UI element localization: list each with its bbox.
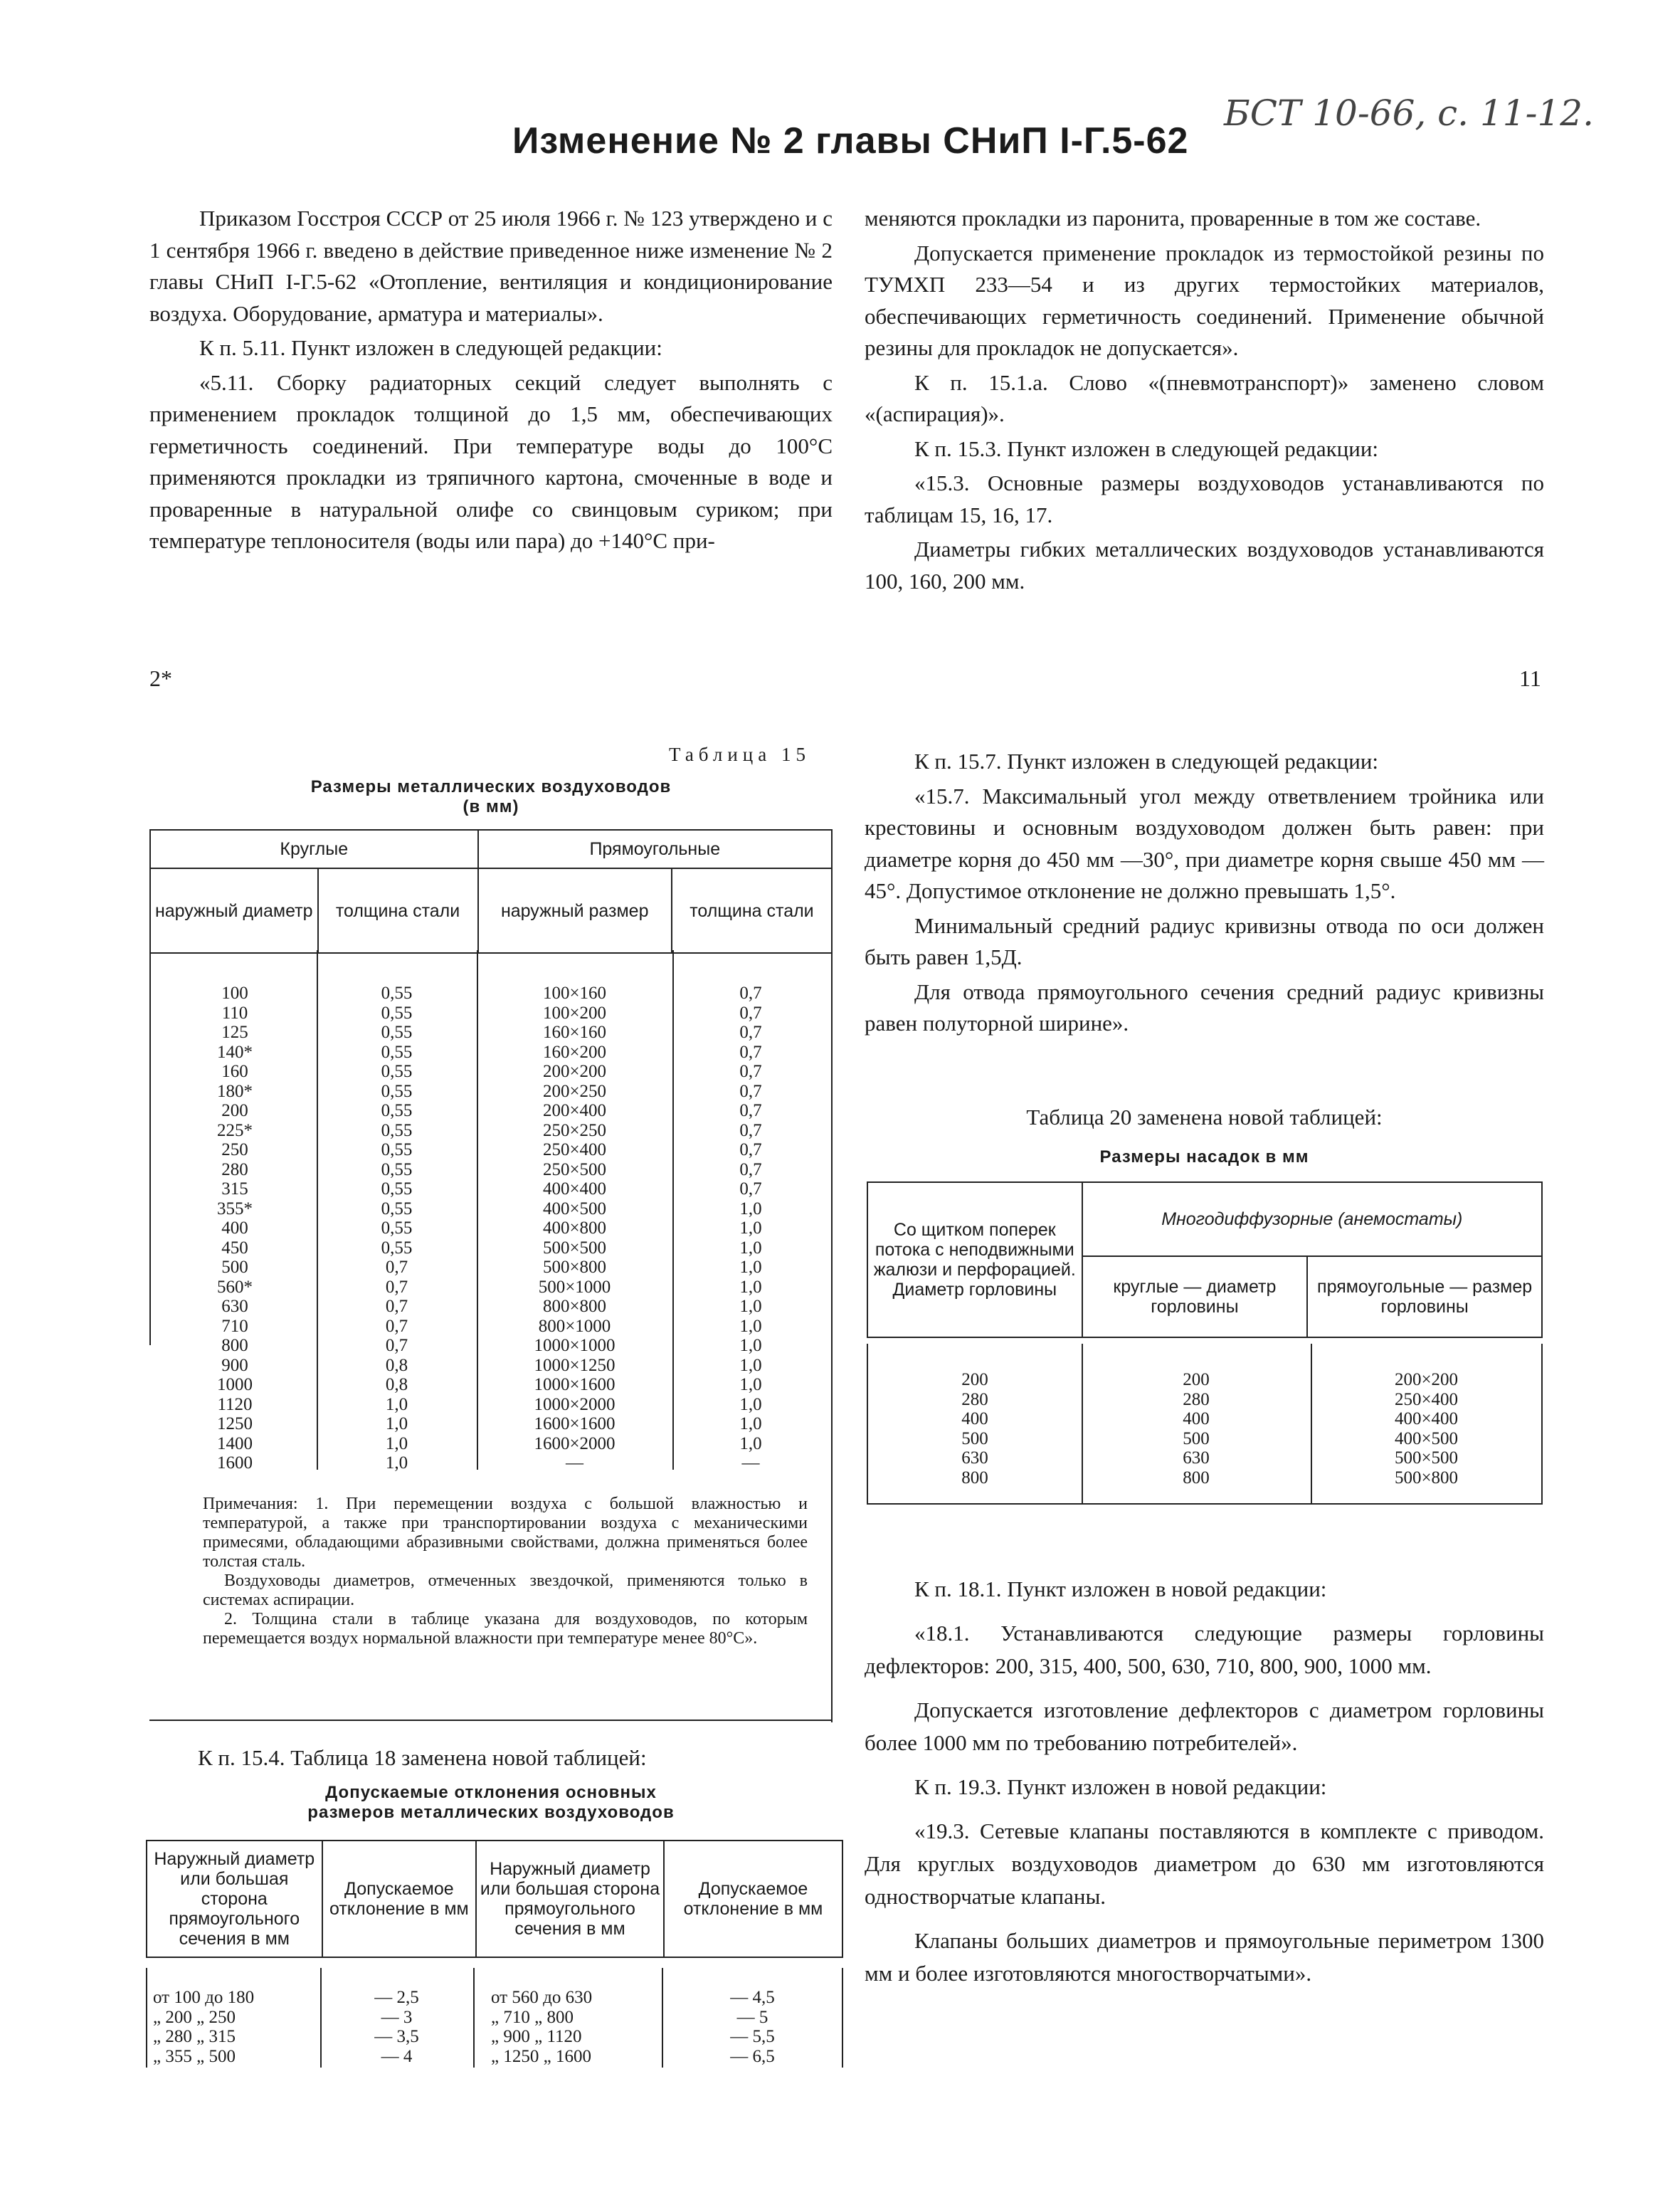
- table-cell: „ 710 „ 800: [491, 2007, 574, 2027]
- table18-col-size-left: Наружный диаметр или большая сторона прямоугольного сечения в мм: [147, 1841, 322, 1957]
- table-cell: 1,0: [739, 1336, 762, 1355]
- table-cell: 500: [1183, 1428, 1210, 1448]
- paragraph: К п. 18.1. Пункт изложен в новой редакции:: [914, 1576, 1327, 1601]
- table20-divider: [1311, 1344, 1312, 1504]
- table-cell: 200×200: [1394, 1370, 1459, 1389]
- table-cell: 1,0: [385, 1433, 408, 1453]
- paragraph: «15.3. Основные размеры воздуховодов устанавливаются по таблицам 15, 16, 17.: [865, 470, 1544, 527]
- table15-col-diameter: наружный диаметр: [150, 868, 318, 953]
- table-cell: 400×400: [542, 1179, 607, 1199]
- table-cell: 1,0: [739, 1218, 762, 1238]
- table-cell: 0,55: [381, 1023, 413, 1042]
- table-cell: 1,0: [739, 1394, 762, 1414]
- table-cell: 0,7: [739, 1179, 762, 1199]
- note: Примечания: 1. При перемещении воздуха с большой влажностью и температурой, а также при транспортировании воздуха с механическими примесями, обладающими абразивными свойствами, должна применяться более толстая сталь.: [203, 1495, 808, 1571]
- table-cell: 400: [221, 1218, 248, 1238]
- table-cell: 1,0: [739, 1316, 762, 1336]
- table20-col-rect: прямоугольные — размер горловины: [1307, 1256, 1542, 1337]
- table20-title: Размеры насадок в мм: [1099, 1147, 1309, 1167]
- table-cell: 0,7: [739, 984, 762, 1003]
- table-cell: 1250: [217, 1414, 253, 1433]
- table-cell: 0,55: [381, 1101, 413, 1120]
- table-cell: 0,8: [385, 1375, 408, 1394]
- table-cell: 900: [221, 1355, 248, 1375]
- handwritten-note: БСТ 10-66, с. 11-12.: [1224, 93, 1594, 134]
- table-cell: от 100 до 180: [153, 1988, 255, 2007]
- table-cell: —: [566, 1453, 583, 1473]
- table20-group-anemostat: Многодиффузорные (анемостаты): [1082, 1182, 1542, 1256]
- table20-col-round: круглые — диаметр горловины: [1082, 1256, 1308, 1337]
- table-cell: — 5: [736, 2007, 768, 2027]
- paragraph: К п. 15.3. Пункт изложен в следующей редакции:: [914, 436, 1379, 461]
- table-cell: 630: [1183, 1448, 1210, 1468]
- table-cell: 0,55: [381, 1218, 413, 1238]
- table-cell: 180*: [217, 1081, 253, 1101]
- table15-divider: [317, 950, 318, 1470]
- table-cell: 1600×1600: [534, 1414, 616, 1433]
- table-cell: 0,7: [739, 1140, 762, 1159]
- table-cell: 500×500: [1394, 1448, 1459, 1468]
- table-cell: 800: [221, 1336, 248, 1355]
- table15-col-rect-size: наружный размер: [478, 868, 672, 953]
- table20-col-fixed: Со щитком поперек потока с неподвижными жалюзи и перфорацией. Диаметр горловины: [867, 1182, 1082, 1337]
- table-cell: 0,7: [739, 1042, 762, 1062]
- table-cell: 200: [961, 1370, 988, 1389]
- table20-border-right: [1541, 1344, 1543, 1504]
- paragraph: К п. 19.3. Пункт изложен в новой редакции:: [914, 1774, 1327, 1799]
- table-cell: — 4,5: [730, 1988, 775, 2007]
- table-cell: 500: [221, 1258, 248, 1277]
- note: Воздуховоды диаметров, отмеченных звездочкой, применяются только в системах аспирации.: [203, 1571, 808, 1609]
- table-cell: от 560 до 630: [491, 1988, 593, 2007]
- table-cell: 200×200: [542, 1062, 607, 1081]
- table-cell: 630: [961, 1448, 988, 1468]
- table20-round-values: [1085, 1370, 1307, 1488]
- paragraph: Диаметры гибких металлических воздуховодов устанавливаются 100, 160, 200 мм.: [865, 537, 1544, 594]
- table-cell: 1,0: [739, 1355, 762, 1375]
- table-cell: 800×1000: [538, 1316, 611, 1336]
- paragraph: Для отвода прямоугольного сечения средний радиус кривизны равен полуторной ширине».: [865, 979, 1544, 1036]
- table-cell: 0,7: [739, 1101, 762, 1120]
- table-cell: 400×400: [1394, 1409, 1459, 1428]
- table18-tol-right: [665, 1988, 840, 2066]
- paragraph: меняются прокладки из паронита, проваренные в том же составе.: [865, 206, 1481, 231]
- table-cell: „ 355 „ 500: [153, 2046, 236, 2066]
- table15-divider: [477, 950, 478, 1470]
- table-cell: — 3,5: [374, 2027, 419, 2046]
- note: 2. Толщина стали в таблице указана для воздуховодов, по которым перемещается воздух нормальной влажности при температуре менее 80°C».: [203, 1610, 808, 1648]
- paragraph: «5.11. Сборку радиаторных секций следует выполнять с применением прокладок толщиной до 1,5 мм, обеспечивающих герметичность соединений. При температуре воды до 100°C применяются прокладки из тряпичного картона, смоченные в воде и проваренные в натуральной олифе со свинцовым суриком; при температуре теплоносителя (воды или пара) до +140°C при-: [149, 369, 833, 553]
- table-cell: 200: [221, 1101, 248, 1120]
- page-number-right: 11: [1519, 665, 1541, 691]
- table-cell: 400×800: [542, 1218, 607, 1238]
- table-cell: 0,7: [385, 1336, 408, 1355]
- table-cell: 200: [1183, 1370, 1210, 1389]
- table-cell: 0,55: [381, 1140, 413, 1159]
- table-cell: 710: [221, 1316, 248, 1336]
- table-cell: 0,55: [381, 1003, 413, 1023]
- paragraph: Приказом Госстроя СССР от 25 июля 1966 г. № 123 утверждено и с 1 сентября 1966 г. введено в действие приведенное ниже изменение № 2 главы СНиП I-Г.5-62 «Отопление, вентиляция и кондиционирование воздуха. Оборудование, арматура и материалы».: [149, 206, 833, 326]
- table15-title-line1: Размеры металлических воздуховодов: [310, 777, 672, 796]
- table-cell: 500×1000: [538, 1277, 611, 1297]
- table-cell: 1600×2000: [534, 1433, 616, 1453]
- table-cell: 280: [1183, 1389, 1210, 1409]
- table15-col-thickness-rect: толщина стали: [672, 868, 832, 953]
- table15-thickness-round: [320, 984, 473, 1473]
- table-cell: 1600: [217, 1453, 253, 1473]
- table-cell: 0,7: [385, 1316, 408, 1336]
- table-cell: 140*: [217, 1042, 253, 1062]
- table-cell: 500×800: [1394, 1468, 1459, 1488]
- table-cell: 0,55: [381, 1081, 413, 1101]
- table15-group-rect: Прямоугольные: [478, 830, 832, 868]
- table-cell: 0,7: [385, 1297, 408, 1316]
- table-cell: 315: [221, 1179, 248, 1199]
- table-cell: 1,0: [739, 1375, 762, 1394]
- table-cell: 0,55: [381, 1238, 413, 1258]
- table-cell: 250×400: [1394, 1389, 1459, 1409]
- table15-border-left: [149, 950, 151, 1345]
- table-cell: 1,0: [739, 1297, 762, 1316]
- page-number-left: 2*: [149, 665, 172, 691]
- table20-divider: [1082, 1344, 1083, 1504]
- table18-tol-left: [324, 1988, 470, 2066]
- table15-rect-sizes: [480, 984, 669, 1473]
- table-cell: 0,55: [381, 1179, 413, 1199]
- table20-intro: Таблица 20 заменена новой таблицей:: [1026, 1105, 1383, 1130]
- table-cell: 1,0: [739, 1238, 762, 1258]
- table20-fixed-values: [872, 1370, 1078, 1488]
- table-cell: 560*: [217, 1277, 253, 1297]
- paragraph: «18.1. Устанавливаются следующие размеры горловины дефлекторов: 200, 315, 400, 500, 630, 710, 800, 900, 1000 мм.: [865, 1621, 1544, 1678]
- table-cell: 1,0: [739, 1414, 762, 1433]
- table-cell: 250: [221, 1140, 248, 1159]
- table18-ranges-left: [153, 1988, 317, 2066]
- table20: [867, 1181, 1543, 1338]
- table-cell: 355*: [217, 1199, 253, 1218]
- table20-rect-values: [1314, 1370, 1538, 1488]
- paragraph: Допускается изготовление дефлекторов с диаметром горловины более 1000 мм по требованию потребителей».: [865, 1697, 1544, 1755]
- table18-col-tol-left: Допускаемое отклонение в мм: [322, 1841, 477, 1957]
- paragraph: К п. 15.1.а. Слово «(пневмотранспорт)» заменено словом «(аспирация)».: [865, 369, 1544, 426]
- table15-title-line2: (в мм): [463, 797, 519, 816]
- section157-text: [865, 746, 1544, 1043]
- table-cell: 0,7: [739, 1081, 762, 1101]
- page1-text: [149, 203, 833, 560]
- table-cell: 250×250: [542, 1120, 607, 1140]
- table-cell: — 6,5: [730, 2046, 775, 2066]
- page2-text: [865, 203, 1544, 600]
- table-cell: 1000×1000: [534, 1336, 616, 1355]
- table18-title: [149, 1783, 833, 1823]
- table15-thickness-rect: [676, 984, 825, 1473]
- table-cell: 0,7: [739, 1159, 762, 1179]
- table-cell: 100: [221, 984, 248, 1003]
- table-cell: 1120: [217, 1394, 253, 1414]
- table15-group-round: Круглые: [150, 830, 478, 868]
- table-cell: 630: [221, 1297, 248, 1316]
- paragraph: Минимальный средний радиус кривизны отвода по оси должен быть равен 1,5Д.: [865, 912, 1544, 969]
- table-cell: 1000×1600: [534, 1375, 616, 1394]
- table-cell: 0,7: [739, 1120, 762, 1140]
- table-cell: — 2,5: [374, 1988, 419, 2007]
- paragraph: «15.7. Максимальный угол между ответвлением тройника или крестовины и основным воздуховодом должен быть равен: при диаметре корня до 450 мм —30°, при диаметре корня свыше 450 мм —45°. Допустимое отклонение не должно превышать 1,5°.: [865, 783, 1544, 903]
- table-cell: 800: [1183, 1468, 1210, 1488]
- table-cell: 280: [961, 1389, 988, 1409]
- table20-bottom-border: [867, 1503, 1543, 1505]
- table-cell: 0,55: [381, 1199, 413, 1218]
- section154-heading: К п. 15.4. Таблица 18 заменена новой таблицей:: [198, 1745, 647, 1770]
- table-cell: 160×200: [542, 1042, 607, 1062]
- table15: [149, 829, 833, 954]
- paragraph: Клапаны больших диаметров и прямоугольные периметром 1300 мм и более изготовляются многостворчатыми».: [865, 1928, 1544, 1986]
- table-cell: „ 1250 „ 1600: [491, 2046, 591, 2066]
- table15-caption: Таблица 15: [669, 744, 810, 765]
- table-cell: 400×500: [542, 1199, 607, 1218]
- table-cell: 1,0: [739, 1277, 762, 1297]
- paragraph: Допускается применение прокладок из термостойкой резины по ТУМХП 233—54 и из других термостойких материалов, обеспечивающих герметичность соединений. Применение обычной резины для прокладок не допускается».: [865, 240, 1544, 360]
- table-cell: 0,55: [381, 1120, 413, 1140]
- table-cell: „ 280 „ 315: [153, 2027, 236, 2046]
- table-cell: 500×500: [542, 1238, 607, 1258]
- table-cell: 200×400: [542, 1101, 607, 1120]
- table-cell: 225*: [217, 1120, 253, 1140]
- table-cell: 100×200: [542, 1003, 607, 1023]
- table-cell: 160×160: [542, 1023, 607, 1042]
- table15-bottom-border: [149, 1720, 833, 1721]
- table-cell: 0,7: [739, 1023, 762, 1042]
- paragraph: «19.3. Сетевые клапаны поставляются в комплекте с приводом. Для круглых воздуховодов диаметром до 630 мм изготовляются одностворчатые клапаны.: [865, 1818, 1544, 1909]
- table-cell: 1000: [217, 1375, 253, 1394]
- table15-notes: [203, 1495, 808, 1648]
- table-cell: 0,7: [739, 1003, 762, 1023]
- table-cell: 1,0: [385, 1414, 408, 1433]
- paragraph: К п. 15.7. Пункт изложен в следующей редакции:: [914, 749, 1379, 774]
- table-cell: 1000×2000: [534, 1394, 616, 1414]
- table-cell: 0,55: [381, 1062, 413, 1081]
- table-cell: 200×250: [542, 1081, 607, 1101]
- table-cell: 160: [221, 1062, 248, 1081]
- table15-diameters: [167, 984, 302, 1473]
- table-cell: 0,55: [381, 1042, 413, 1062]
- table-cell: 0,55: [381, 984, 413, 1003]
- table15-border-right: [831, 950, 833, 1722]
- section-end-text: [865, 1573, 1544, 1993]
- table-cell: 0,8: [385, 1355, 408, 1375]
- table-cell: — 5,5: [730, 2027, 775, 2046]
- table-cell: 500×800: [542, 1258, 607, 1277]
- table18-border-left: [146, 1968, 147, 2068]
- table-cell: 1000×1250: [534, 1355, 616, 1375]
- table-cell: — 4: [381, 2046, 413, 2066]
- table18-title-line2: размеров металлических воздуховодов: [307, 1803, 675, 1822]
- table-cell: 800: [961, 1468, 988, 1488]
- table15-title: [149, 777, 833, 817]
- table-cell: 400: [961, 1409, 988, 1428]
- table-cell: 1,0: [739, 1433, 762, 1453]
- table-cell: 0,7: [385, 1258, 408, 1277]
- paragraph: К п. 5.11. Пункт изложен в следующей редакции:: [199, 335, 662, 360]
- table18-divider: [320, 1968, 322, 2068]
- table-cell: 500: [961, 1428, 988, 1448]
- table20-border-left: [867, 1344, 868, 1504]
- table-cell: „ 900 „ 1120: [491, 2027, 582, 2046]
- table18-ranges-right: [491, 1988, 658, 2066]
- table-cell: —: [741, 1453, 760, 1473]
- table-cell: 1,0: [385, 1453, 408, 1473]
- table18-title-line1: Допускаемые отклонения основных: [325, 1783, 657, 1802]
- table18: [146, 1840, 843, 1958]
- page-title: Изменение № 2 главы СНиП I-Г.5-62: [512, 120, 1189, 162]
- table-cell: 800×800: [542, 1297, 607, 1316]
- table-cell: 1400: [217, 1433, 253, 1453]
- table-cell: 400×500: [1394, 1428, 1459, 1448]
- table-cell: 0,7: [385, 1277, 408, 1297]
- table15-col-thickness-round: толщина стали: [318, 868, 478, 953]
- table18-divider: [473, 1968, 475, 2068]
- table-cell: 125: [221, 1023, 248, 1042]
- table-cell: 250×500: [542, 1159, 607, 1179]
- table18-col-size-right: Наружный диаметр или большая сторона прямоугольного сечения в мм: [476, 1841, 664, 1957]
- table-cell: 0,7: [739, 1062, 762, 1081]
- table-cell: 250×400: [542, 1140, 607, 1159]
- table18-border-right: [842, 1968, 843, 2068]
- table-cell: 100×160: [542, 984, 607, 1003]
- table15-divider: [672, 950, 674, 1470]
- table-cell: 1,0: [739, 1258, 762, 1277]
- table-cell: 400: [1183, 1409, 1210, 1428]
- table-cell: 450: [221, 1238, 248, 1258]
- table-cell: — 3: [381, 2007, 413, 2027]
- table-cell: 280: [221, 1159, 248, 1179]
- table-cell: 0,55: [381, 1159, 413, 1179]
- table18-col-tol-right: Допускаемое отклонение в мм: [664, 1841, 842, 1957]
- table-cell: 110: [221, 1003, 248, 1023]
- table-cell: 1,0: [739, 1199, 762, 1218]
- table-cell: 1,0: [385, 1394, 408, 1414]
- table-cell: „ 200 „ 250: [153, 2007, 236, 2027]
- table18-divider: [662, 1968, 663, 2068]
